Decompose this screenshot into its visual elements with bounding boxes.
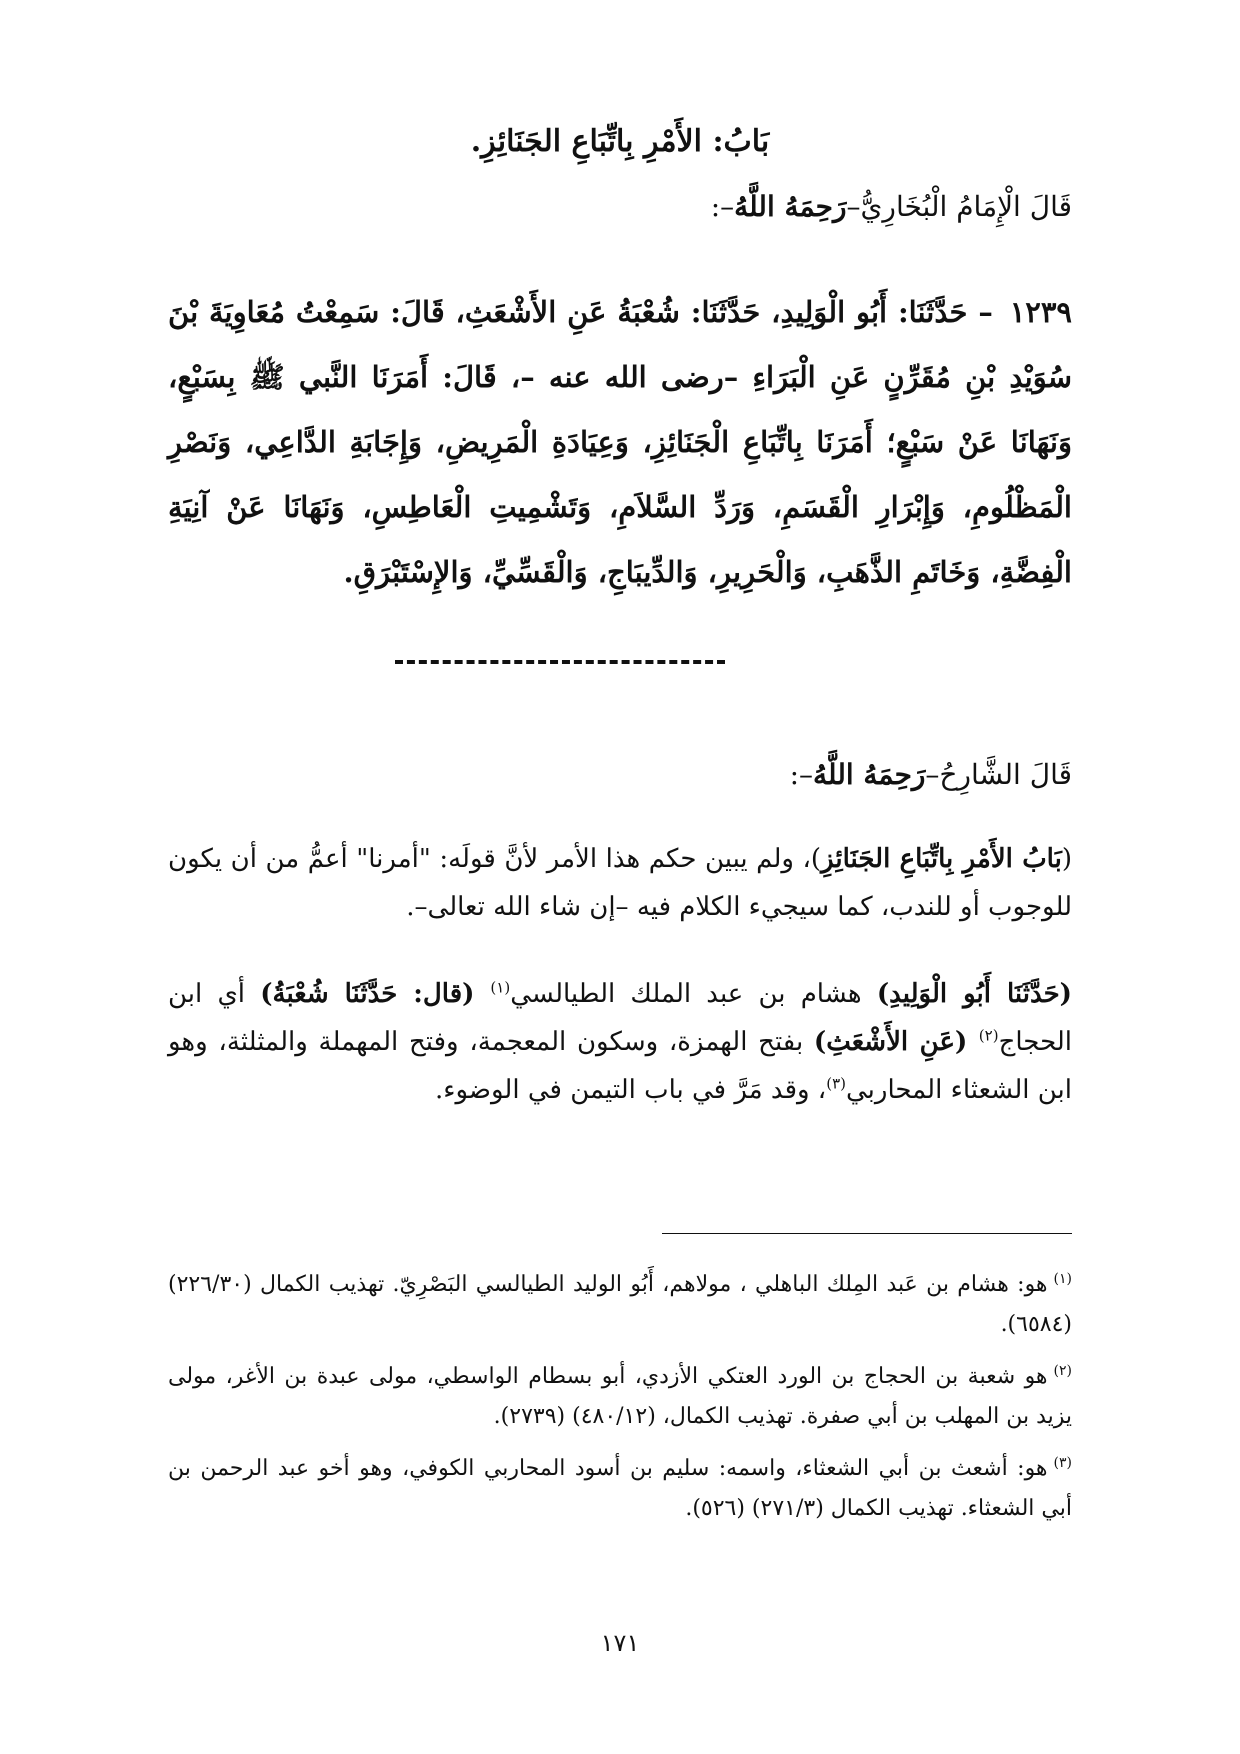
footnote-marker: (٣): [1053, 1454, 1072, 1471]
commentary-text: هشام بن عبد الملك الطيالسي: [510, 979, 877, 1009]
honorific-phrase: رَحِمَهُ اللَّهُ: [813, 758, 926, 791]
chapter-title-quote: بَابُ الأَمْرِ بِاتِّبَاعِ الجَنَائِزِ: [821, 844, 1062, 874]
footnote: [168, 1265, 1072, 1345]
commentary-paragraph: [168, 835, 1072, 931]
footnote-text: هو: أشعث بن أبي الشعثاء، واسمه: سليم بن أسود المحاربي الكوفي، وهو أخو عبد الرحمن بن أبي الشعثاء. تهذيب الكمال (٢٧١/٣) (٥٢٦).: [168, 1456, 1072, 1521]
footnotes-section: [168, 1265, 1072, 1541]
chapter-title: بَابُ: الأَمْرِ بِاتِّبَاعِ الجَنَائِزِ.: [470, 124, 770, 159]
commentary-text: ، وقد مَرَّ في باب التيمن في الوضوء.: [434, 1075, 827, 1105]
commentator-attribution-end: –:: [789, 758, 814, 791]
commentary-text: أي ابن الحجاج: [168, 979, 1072, 1057]
footnote-reference[interactable]: (٣): [826, 1074, 846, 1093]
page-number: ١٧١: [600, 1629, 640, 1657]
hadith-dash: –: [967, 295, 1004, 329]
footnote-reference[interactable]: (١): [490, 978, 511, 997]
commentary-text: بفتح الهمزة، وسكون المعجمة، وفتح المهملة والمثلثة، وهو ابن الشعثاء المحاربي: [168, 1027, 1072, 1105]
commentator-attribution-text: قَالَ الشَّارِحُ–: [925, 758, 1072, 791]
footnote-reference[interactable]: (٢): [978, 1026, 999, 1045]
footnote-marker: (١): [1053, 1270, 1072, 1287]
commentary-paragraph: [168, 970, 1072, 1114]
paren-close: ): [810, 844, 822, 874]
footnote: [168, 1357, 1072, 1437]
footnote: [168, 1449, 1072, 1529]
honorific-phrase: رَحِمَهُ اللَّهُ: [734, 190, 847, 223]
narrator-quote: (قال: حَدَّثَنَا شُعْبَةُ): [260, 979, 491, 1009]
dashed-separator: [395, 660, 725, 664]
narrator-quote: (حَدَّثَنَا أَبُو الْوَلِيدِ): [876, 979, 1072, 1009]
paren-open: (: [1061, 844, 1072, 874]
narrator-quote: (عَنِ الأَشْعَثِ): [813, 1027, 979, 1057]
hadith-number: ١٢٣٩: [1009, 295, 1072, 329]
footnote-text: هو: هشام بن عَبد المِلك الباهلي ، مولاهم، أَبُو الوليد الطيالسي البَصْرِيّ. تهذيب الكمال (٢٢٦/٣٠) (٦٥٨٤).: [168, 1272, 1072, 1337]
commentary-text: ، ولم يبين حكم هذا الأمر لأنَّ قولَه: "أمرنا" أعمُّ من أن يكون للوجوب أو للندب، كما سيجيء الكلام فيه –إن شاء الله تعالى–.: [168, 844, 1072, 922]
commentator-attribution-line: [140, 755, 1072, 795]
hadith-text: [168, 280, 1072, 605]
imam-attribution-text: قَالَ الْإِمَامُ الْبُخَارِيُّ–: [846, 190, 1072, 223]
imam-attribution-end: –:: [710, 190, 735, 223]
footnote-marker: (٢): [1053, 1362, 1072, 1379]
imam-attribution-line: [140, 187, 1072, 227]
footnote-divider: [662, 1233, 1072, 1234]
hadith-body: حَدَّثَنَا: أَبُو الْوَلِيدِ، حَدَّثَنَا: شُعْبَةُ عَنِ الأَشْعَثِ، قَالَ: سَمِعْتُ مُعَاوِيَةَ بْنَ سُوَيْدِ بْنِ مُقَرِّنٍ عَنِ الْبَرَاءِ –رضى الله عنه –، قَالَ: أَمَرَنَا النَّبي ﷺ بِسَبْعٍ، وَنَهَانَا عَنْ سَبْعٍ؛ أَمَرَنَا بِاتِّبَاعِ الْجَنَائِزِ، وَعِيَادَةِ الْمَرِيضِ، وَإِجَابَةِ الدَّاعِي، وَنَصْرِ الْمَظْلُومِ، وَإِبْرَارِ الْقَسَمِ، وَرَدِّ السَّلاَمِ، وَتَشْمِيتِ الْعَاطِسِ، وَنَهَانَا عَنْ آنِيَةِ الْفِضَّةِ، وَخَاتَمِ الذَّهَبِ، وَالْحَرِيرِ، وَالدِّيبَاجِ، وَالْقَسِّيِّ، وَالإِسْتَبْرَقِ.: [168, 295, 1072, 589]
footnote-text: هو شعبة بن الحجاج بن الورد العتكي الأزدي، أبو بسطام الواسطي، مولى عبدة بن الأغر، مولى يزيد بن المهلب بن أبي صفرة. تهذيب الكمال، (٤٨٠/١٢) (٢٧٣٩).: [168, 1364, 1072, 1429]
